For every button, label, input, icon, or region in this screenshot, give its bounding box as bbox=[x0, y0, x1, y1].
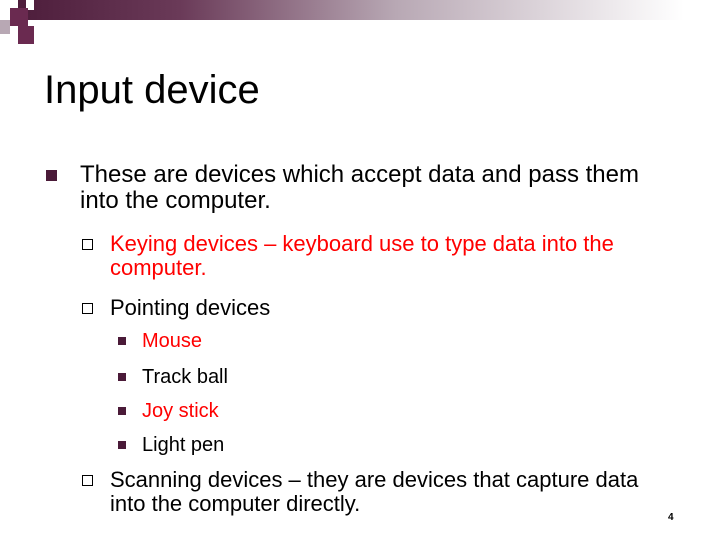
hollow-square-bullet-icon bbox=[82, 239, 93, 250]
bullet-main bbox=[80, 162, 680, 214]
list-item-text: Mouse bbox=[142, 330, 203, 352]
list-item-mouse bbox=[142, 330, 542, 352]
square-bullet-icon bbox=[118, 441, 126, 449]
page-number: 4 bbox=[668, 512, 674, 523]
square-bullet-icon bbox=[118, 407, 126, 415]
square-bullet-icon bbox=[118, 337, 126, 345]
list-item-text: Joy stick bbox=[142, 400, 219, 422]
list-item-text: Light pen bbox=[142, 434, 225, 456]
bullet-text: Scanning devices – they are devices that capture data into the computer directly. bbox=[110, 467, 639, 516]
header-gradient-bar bbox=[0, 0, 720, 20]
hollow-square-bullet-icon bbox=[82, 303, 93, 314]
hollow-square-bullet-icon bbox=[82, 475, 93, 486]
bullet-pointing-devices bbox=[110, 296, 670, 320]
bullet-text: Pointing devices bbox=[110, 295, 271, 320]
decor-square bbox=[10, 8, 28, 26]
square-bullet-icon bbox=[118, 373, 126, 381]
list-item-light-pen bbox=[142, 434, 542, 456]
decor-square bbox=[0, 20, 10, 34]
bullet-text: Keying devices – keyboard use to type data into the computer. bbox=[110, 231, 614, 280]
list-item-text: Track ball bbox=[142, 366, 228, 388]
bullet-text: These are devices which accept data and pass them into the computer. bbox=[80, 161, 639, 214]
bullet-keying-devices bbox=[110, 232, 670, 280]
bullet-scanning-devices bbox=[110, 468, 670, 516]
list-item-track-ball bbox=[142, 366, 542, 388]
decor-square bbox=[18, 26, 34, 44]
slide-title: Input device bbox=[44, 68, 260, 112]
square-bullet-icon bbox=[46, 170, 57, 181]
list-item-joy-stick bbox=[142, 400, 542, 422]
